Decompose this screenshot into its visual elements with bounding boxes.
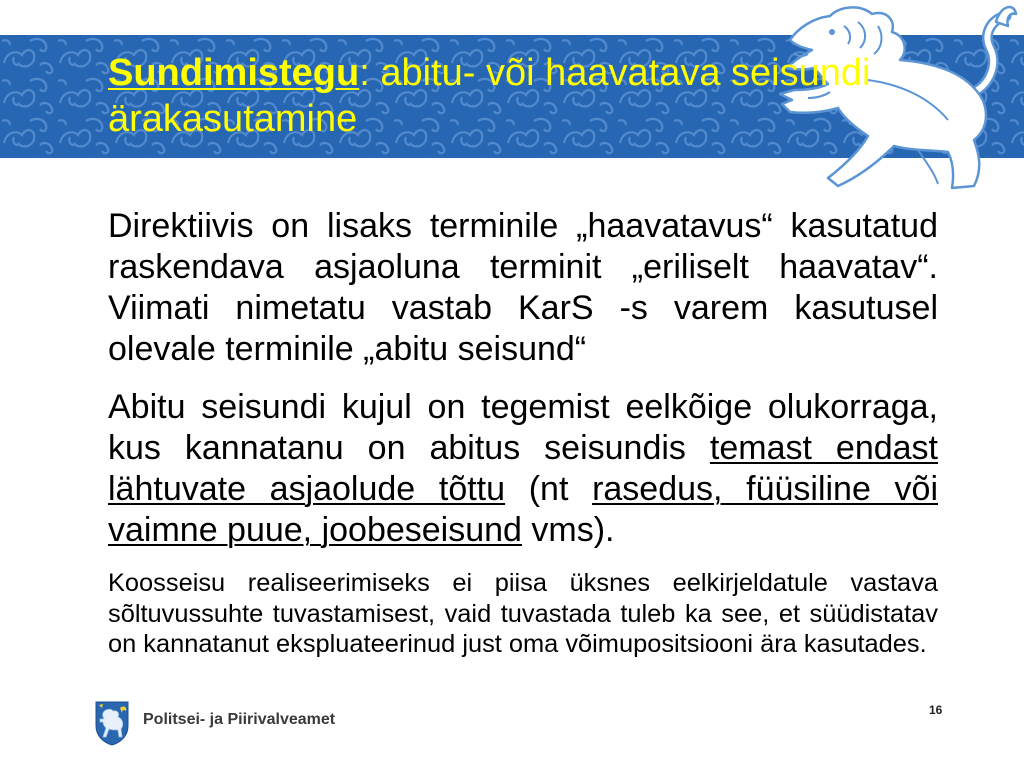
paragraph-2 [108,387,938,551]
underlined-phrase-origin: temast endast lähtuvate asjaolude tõttu [108,429,938,508]
page-number: 16 [929,703,943,717]
paragraph-1 [108,206,938,370]
slide-body [108,206,938,660]
paragraph-2-text-middle: (nt [505,470,593,508]
underlined-phrase-examples: rasedus, füüsiline või vaimne puue, joobeseisund [108,470,938,549]
title-emphasis: Sundimistegu [108,52,360,94]
police-shield-logo-icon [93,699,131,747]
slide-title [108,50,928,142]
paragraph-1-text: Direktiivis on lisaks terminile „haavatavus“ kasutatud raskendava asjaoluna terminit „eriliselt haavatav“. Viimati nimetatu vastab KarS -s varem kasutusel olevale terminile „abitu seisund“ [108,207,938,368]
paragraph-2-text-start: Abitu seisundi kujul on tegemist eelkõige olukorraga, kus kannatanu on abitus seisundis [108,388,938,467]
title-rest: : abitu- või haavatava seisundi ärakasutamine [108,52,871,140]
paragraph-2-text-end: vms). [521,511,615,549]
paragraph-3-text: Koosseisu realiseerimiseks ei piisa üksnes eelkirjeldatule vastava sõltuvussuhte tuvastamisest, vaid tuvastada tuleb ka see, et süüdistatav on kannatanut ekspluateerinud just oma võimupositsiooni ära kasutades. [108,569,938,658]
organization-name: Politsei- ja Piirivalveamet [143,711,336,728]
paragraph-3 [108,568,938,660]
